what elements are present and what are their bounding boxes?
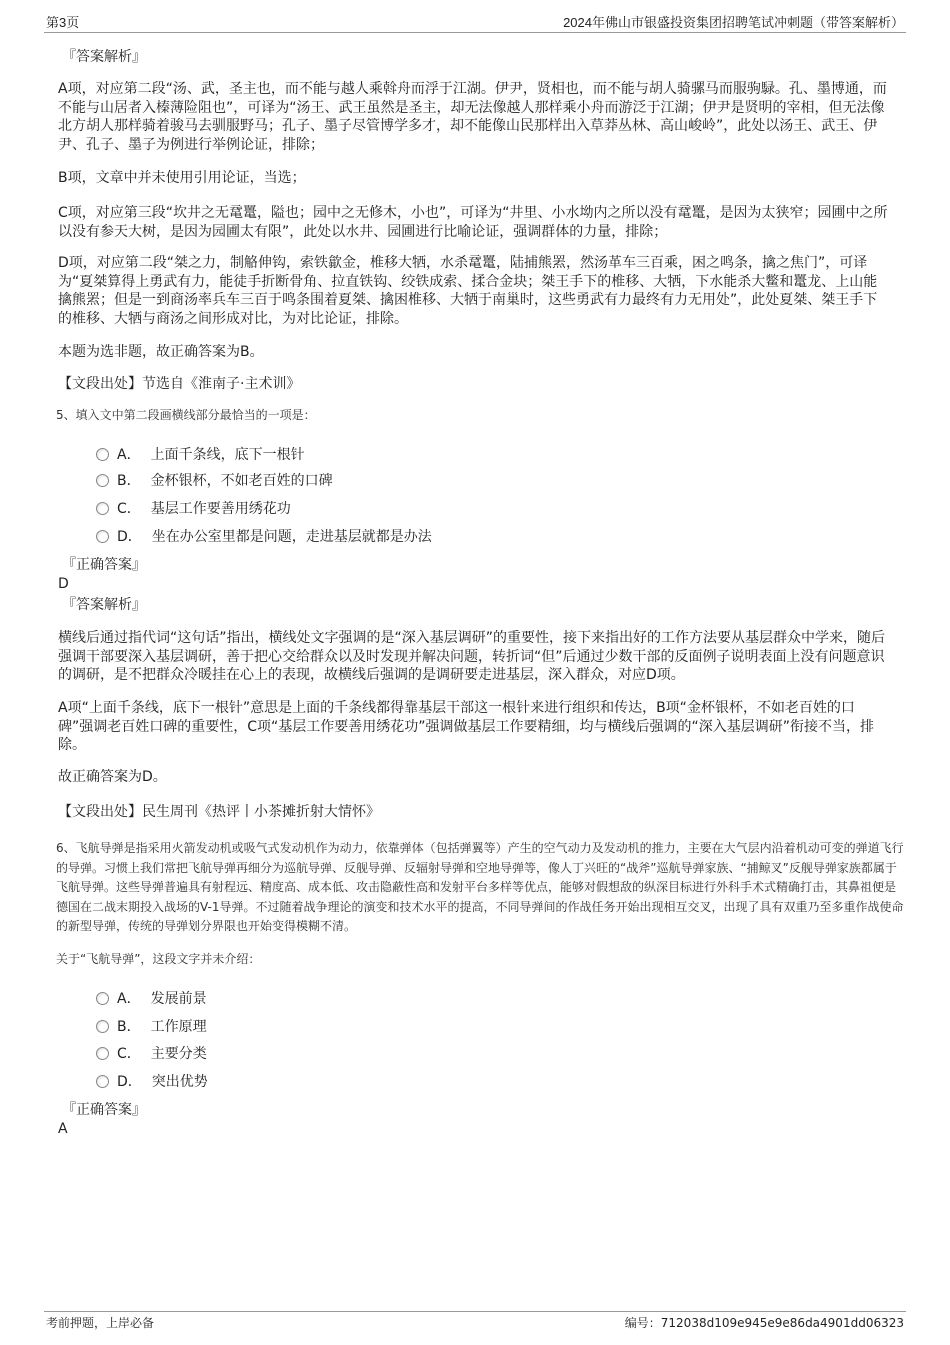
- document-title: 2024年佛山市银盛投资集团招聘笔试冲刺题（带答案解析）: [563, 15, 904, 30]
- correct-answer-label: 『正确答案』: [62, 557, 146, 573]
- footer-divider: [44, 1311, 906, 1312]
- analysis-paragraph: D项，对应第二段“桀之力，制觡伸钩，索铁歙金，椎移大牺，水杀鼋鼍，陆捕熊罴，然汤革车三百乘，困之鸣条，擒之焦门”，可译为“夏桀算得上勇武有力，能徒手折断骨角、拉直铁钩、绞铁成索、揉合金块；桀王手下的椎移、大牺，下水能杀大鳖和鼍龙、上山能擒熊罴；但是一到商汤率兵车三百于鸣条围着夏桀、擒困椎移、大牺于南巢时，这些勇武有力最终有力无用处”，此处夏桀、桀王手下的椎移、大牺与商汤之间形成对比，为对比论证，排除。: [58, 255, 878, 327]
- option-d[interactable]: D． 突出优势: [96, 1071, 208, 1091]
- correct-answer: A: [58, 1121, 68, 1137]
- analysis-paragraph: 本题为选非题，故正确答案为B。: [58, 344, 264, 360]
- option-a[interactable]: A． 发展前景: [96, 988, 207, 1008]
- radio-icon[interactable]: [96, 530, 109, 543]
- option-b[interactable]: B． 工作原理: [96, 1016, 207, 1036]
- correct-answer-label: 『正确答案』: [62, 1102, 146, 1118]
- analysis-label: 『答案解析』: [62, 49, 146, 65]
- radio-icon[interactable]: [96, 1047, 109, 1060]
- analysis-paragraph: 横线后通过指代词“这句话”指出，横线处文字强调的是“深入基层调研”的重要性，接下来指出好的工作方法要从基层群众中学来，随后强调干部要深入基层调研，善于把心交给群众以及时发现并解决问题，转折词“但”后通过少数干部的反面例子说明表面上没有问题意识的调研，是不把群众冷暖挂在心上的表现，故横线后强调的是调研要走进基层，深入群众，对应D项。: [58, 630, 886, 683]
- radio-icon[interactable]: [96, 448, 109, 461]
- question-6: 关于“飞航导弹”，这段文字并未介绍：: [56, 952, 261, 966]
- radio-icon[interactable]: [96, 1075, 109, 1088]
- analysis-label: 『答案解析』: [62, 597, 146, 613]
- option-a[interactable]: A． 上面千条线，底下一根针: [96, 444, 305, 464]
- radio-icon[interactable]: [96, 474, 109, 487]
- option-b[interactable]: B． 金杯银杯，不如老百姓的口碑: [96, 470, 333, 490]
- option-c[interactable]: C． 基层工作要善用绣花功: [96, 498, 291, 518]
- header-divider: [44, 32, 906, 33]
- radio-icon[interactable]: [96, 1020, 109, 1033]
- source-citation: 【文段出处】民生周刊《热评丨小茶摊折射大情怀》: [58, 804, 380, 820]
- footer-slogan: 考前押题，上岸必备: [46, 1316, 155, 1330]
- correct-answer: D: [58, 576, 69, 592]
- analysis-paragraph: A项“上面千条线，底下一根针”意思是上面的千条线都得靠基层干部这一根针来进行组织和传达，B项“金杯银杯，不如老百姓的口碑”强调老百姓口碑的重要性，C项“基层工作要善用绣花功”强调做基层工作要精细，均与横线后强调的“深入基层调研”衔接不当，排除。: [58, 700, 875, 753]
- analysis-paragraph: B项，文章中并未使用引用论证，当选；: [58, 170, 306, 186]
- question-6-passage: 6、飞航导弹是指采用火箭发动机或吸气式发动机作为动力，依靠弹体（包括弹翼等）产生的空气动力及发动机的推力，主要在大气层内沿着机动可变的弹道飞行的导弹。习惯上我们常把飞航导弹再细分为巡航导弹、反舰导弹、反辐射导弹和空地导弹等，像人丁兴旺的“战斧”巡航导弹家族、“捕鲸叉”反舰导弹家族都属于飞航导弹。这些导弹普遍具有射程远、精度高、成本低、攻击隐蔽性高和发射平台多样等优点，能够对假想敌的纵深目标进行外科手术式精确打击，其鼻祖便是德国在二战末期投入战场的V-1导弹。不过随着战争理论的演变和技术水平的提高，不同导弹间的作战任务开始出现相互交叉，出现了具有双重乃至多重作战使命的新型导弹，传统的导弹划分界限也开始变得模糊不清。: [56, 841, 904, 934]
- analysis-paragraph: A项，对应第二段“汤、武，圣主也，而不能与越人乘斡舟而浮于江湖。伊尹，贤相也，而不能与胡人骑骡马而服驹騄。孔、墨博通，而不能与山居者入榛薄险阻也”，可译为“汤王、武王虽然是圣主，却无法像越人那样乘小舟而游泛于江湖；伊尹是贤明的宰相，但无法像北方胡人那样骑着骏马去驯服野马；孔子、墨子尽管博学多才，却不能像山民那样出入草莽丛林、高山峻岭”，此处以汤王、武王、伊尹、孔子、墨子为例进行举例论证，排除；: [58, 81, 887, 153]
- option-c[interactable]: C． 主要分类: [96, 1043, 207, 1063]
- analysis-paragraph: C项，对应第三段“坎井之无鼋鼍，隘也；园中之无修木，小也”，可译为“井里、小水坳内之所以没有鼋鼍，是因为太狭窄；园圃中之所以没有参天大树，是因为园圃太有限”，此处以水井、园圃进行比喻论证，强调群体的力量，排除；: [58, 205, 888, 240]
- page-number: 第3页: [46, 15, 80, 30]
- source-citation: 【文段出处】节选自《淮南子·主术训》: [58, 376, 301, 392]
- radio-icon[interactable]: [96, 992, 109, 1005]
- document-id: 编号：712038d109e945e9e86da4901dd06323: [624, 1316, 904, 1330]
- question-5: 5、填入文中第二段画横线部分最恰当的一项是：: [56, 408, 316, 422]
- analysis-paragraph: 故正确答案为D。: [58, 769, 167, 785]
- option-d[interactable]: D． 坐在办公室里都是问题，走进基层就都是办法: [96, 526, 432, 546]
- radio-icon[interactable]: [96, 502, 109, 515]
